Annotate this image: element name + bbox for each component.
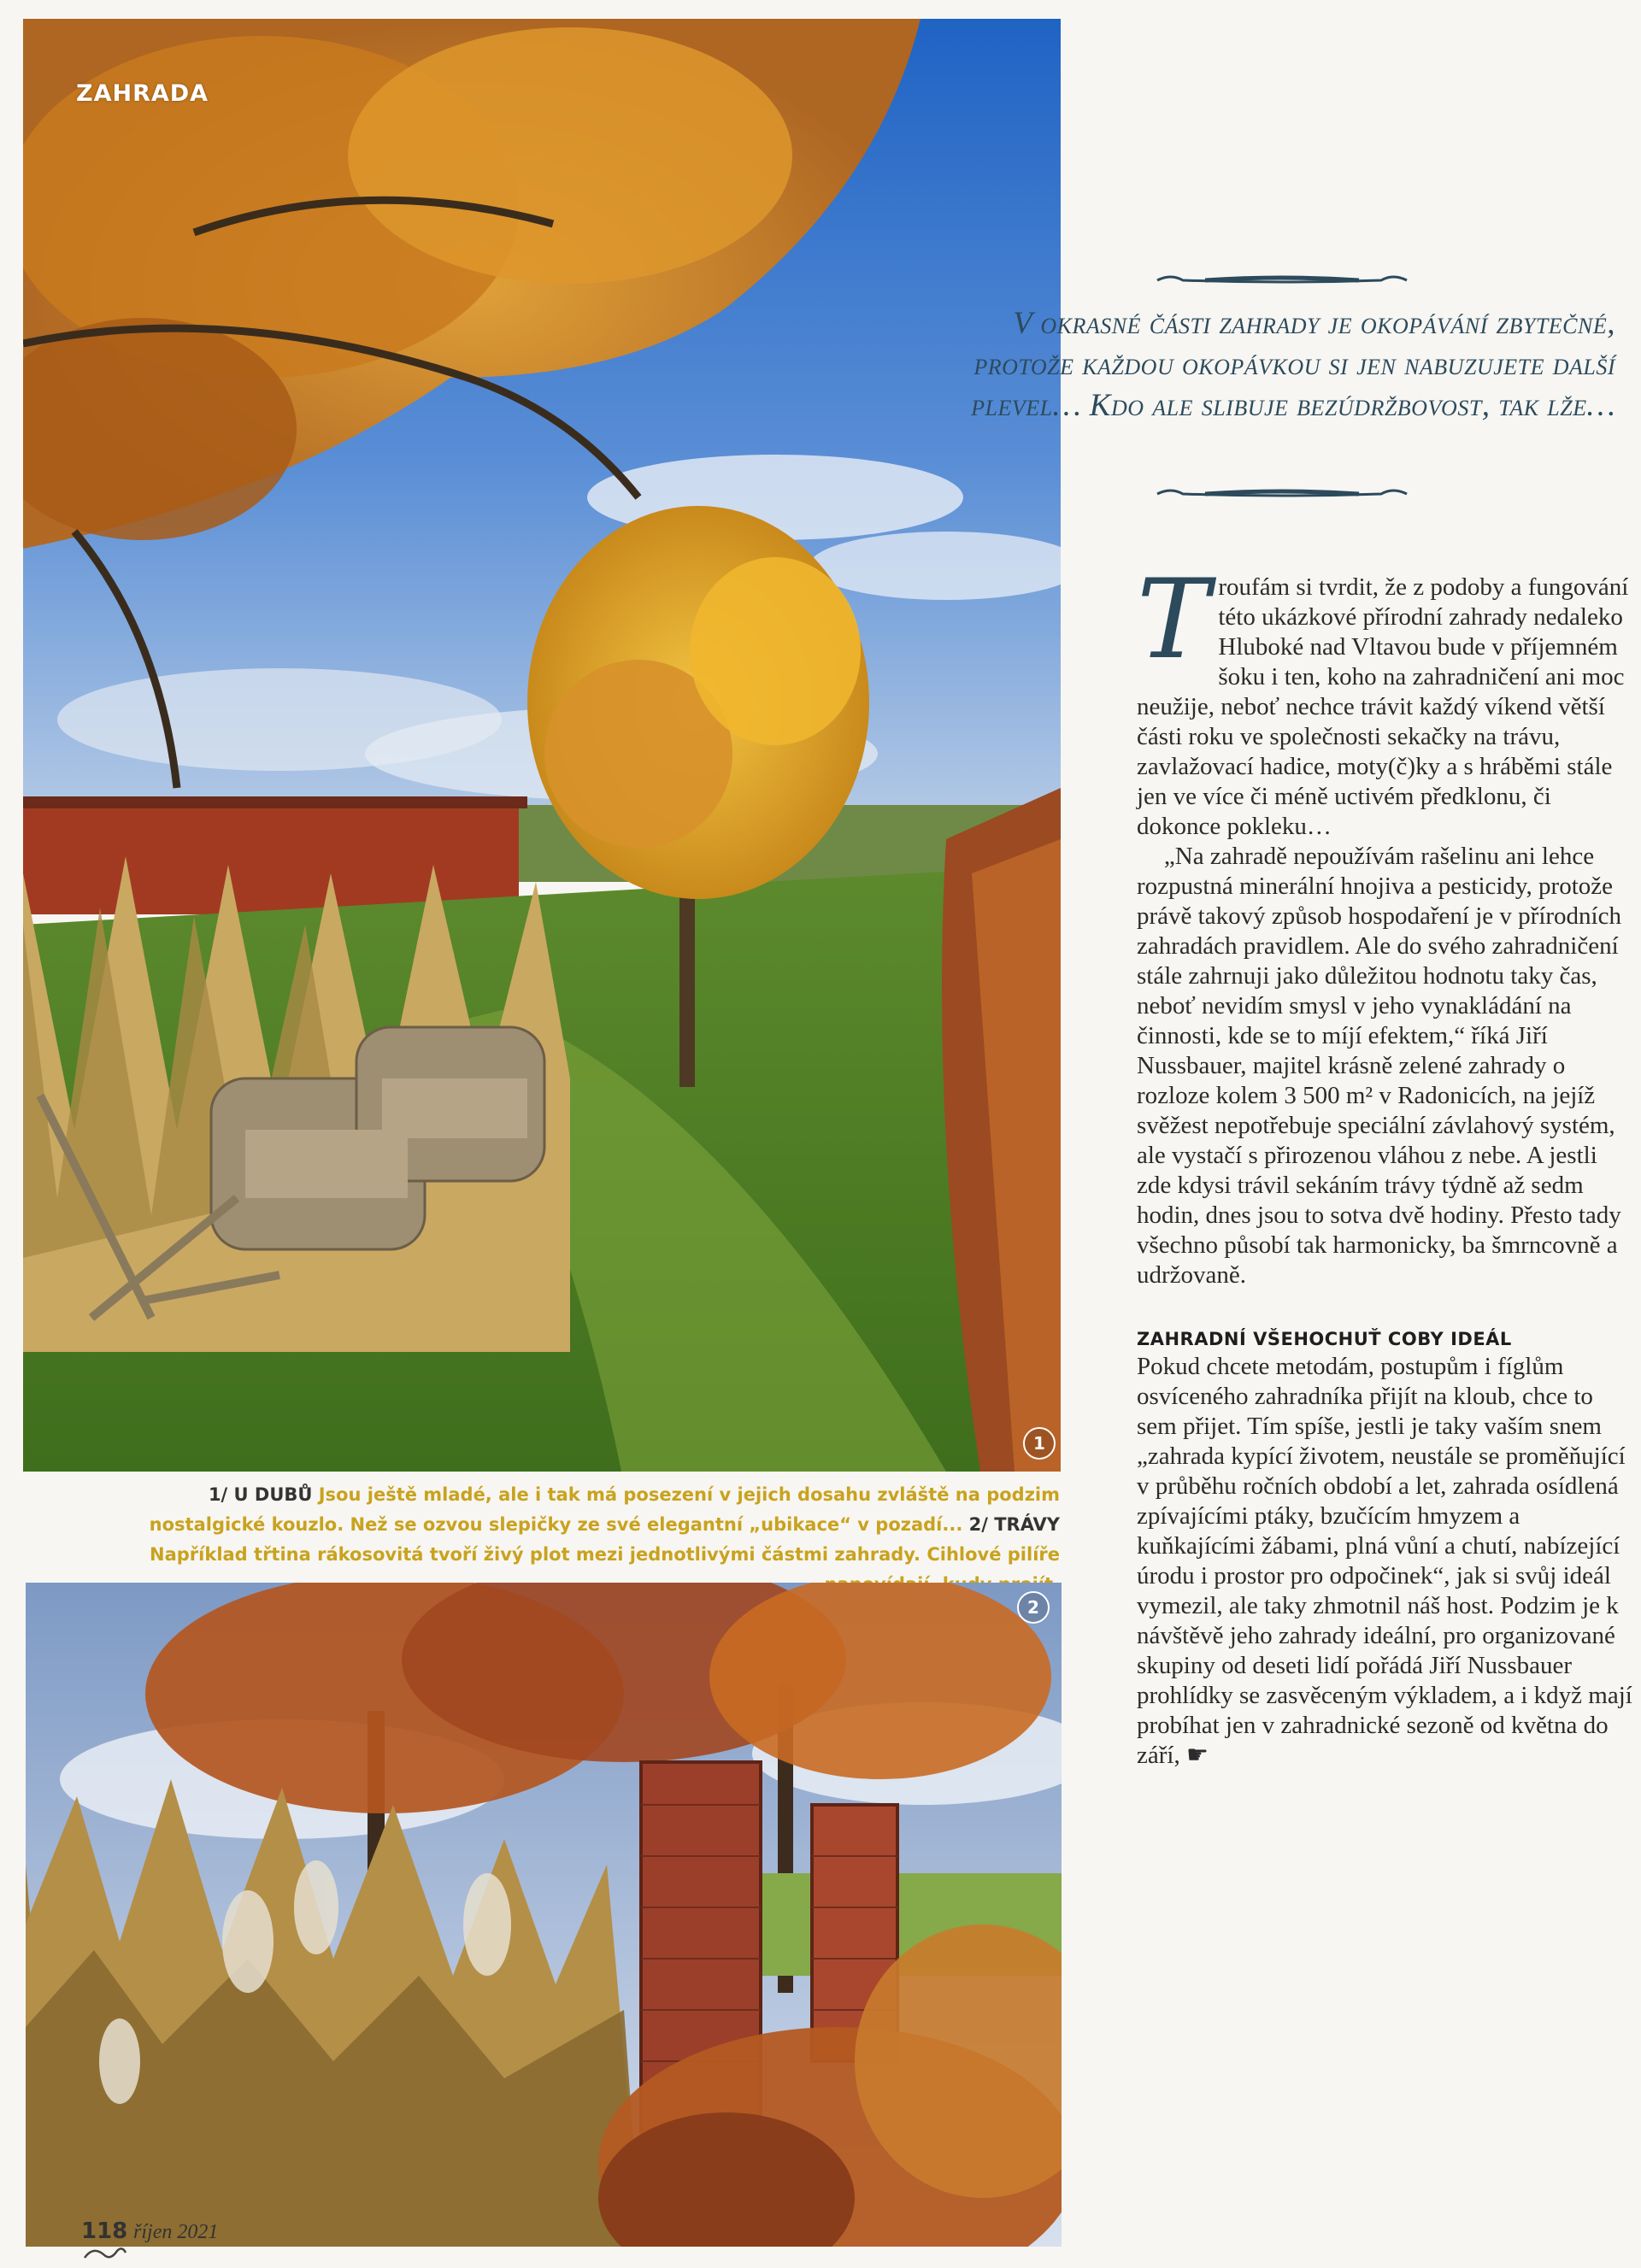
caption-key-2: 2/ TRÁVY xyxy=(968,1514,1060,1535)
subheading: ZAHRADNÍ VŠEHOCHUŤ COBY IDEÁL xyxy=(1137,1329,1512,1349)
page-number: 118 xyxy=(81,2218,128,2244)
caption-key-1: 1/ U DUBŮ xyxy=(208,1484,313,1505)
article-body xyxy=(1137,556,1632,1771)
caption-text-1: Jsou ještě mladé, ale i tak má posezení v jejich dosahu zvláště na podzim nostalgické kouzlo. Než se ozvou slepičky ze své elegantní „ubikace“ v pozadí... xyxy=(149,1484,1060,1535)
issue-date: říjen 2021 xyxy=(133,2221,219,2243)
ornament-divider-bottom xyxy=(1154,484,1410,504)
paragraph-2: „Na zahradě nepoužívám rašelinu ani lehce rozpustná minerální hnojiva a pesticidy, protože právě takový způsob hospodaření je v přírodních zahradách pravidlem. Ale do svého zahradničení stále zahrnuji jako důležitou hodnotu taky čas, neboť nevidím smysl v jeho vynakládání na činnosti, kde se to míjí efektem,“ říká Jiří Nussbauer, majitel krásně zelené zahrady o rozloze kolem 3 500 m² v Radonicích, na jejíž svěžest nepotřebuje speciální závlahový systém, ale vystačí s přirozenou vláhou z nebe. A jestli zde kdysi trávil sekáním trávy týdně až sedm hodin, dnes jsou to sotva dvě hodiny. Přesto tady všechno působí tak harmonicky, ba šmrncovně a udržovaně. xyxy=(1137,843,1621,1289)
section-label: ZAHRADA xyxy=(76,80,209,107)
caption-text-2: Například třtina rákosovitá tvoří živý plot mezi jednotlivými částmi zahrady. Cihlové pilíře xyxy=(150,1544,1060,1565)
photo-grasses-brick-pillars xyxy=(26,1583,1062,2247)
photo-oaks-seating xyxy=(23,19,1061,1472)
ornament-divider-top xyxy=(1154,268,1410,289)
paragraph-1: roufám si tvrdit, že z podoby a fungování této ukázkové přírodní zahrady nedaleko Hluboké nad Vltavou bude v příjemném šoku i ten, koho na zahradničení ani moc neužije, neboť nechce trávit každý víkend větší části roku ve společnosti sekačky na trávu, zavlažovací hadice, moty(č)ky a s hráběmi stále jen ve více či méně uctivém předklonu, či dokonce pokleku… xyxy=(1137,573,1629,840)
swirl-icon xyxy=(81,2244,127,2265)
pull-quote: V okrasné části zahrady je okopávání zbytečné, protože každou okopávkou si jen nabuzujete další plevel… Kdo ale slibuje bezúdržbovost, tak lže… xyxy=(971,306,1615,423)
paragraph-3: Pokud chcete metodám, postupům i fíglům osvíceného zahradníka přijít na kloub, chce to sem přijet. Tím spíše, jestli je taky vaším snem „zahrada kypící životem, neustále se proměňující v průběhu ročních období a let, zahrada osídlená zpívajícími ptáky, bzučícím hmyzem a kuňkajícími žábami, plná vůní a chutí, nabízející úrodu i prostor pro odpočinek“, jak si svůj ideál vymezil, ale taky zhmotnil náš host. Podzim je k návštěvě jeho zahrady ideální, pro organizované skupiny od deseti lidí pořádá Jiří Nussbauer prohlídky se zasvěceným výkladem, a i když mají probíhat jen v zahradnické sezoně od května do září, ☛ xyxy=(1137,1353,1632,1769)
drop-cap: T xyxy=(1137,556,1210,684)
photo-caption xyxy=(94,1480,1060,1600)
page-footer xyxy=(81,2218,218,2265)
photo-number-1: 1 xyxy=(1023,1427,1056,1460)
photo-number-2: 2 xyxy=(1017,1591,1050,1624)
